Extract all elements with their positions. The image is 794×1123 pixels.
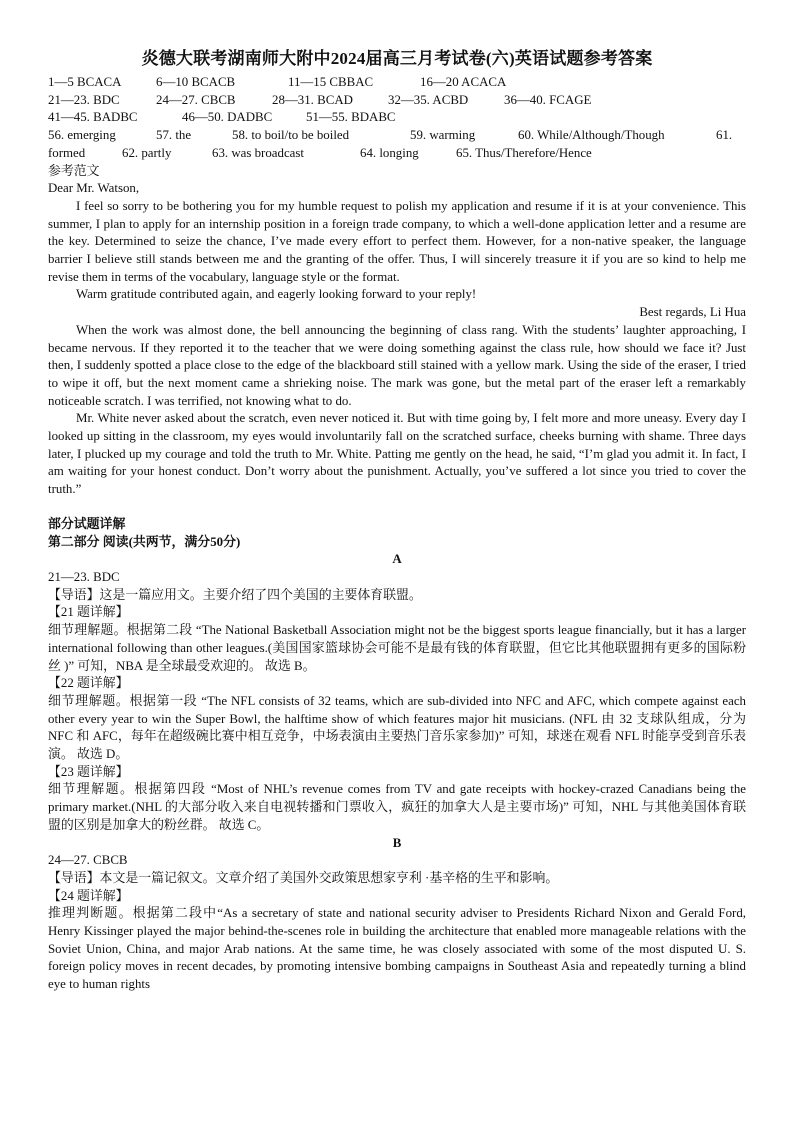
answer-item: 16—20 ACACA bbox=[420, 75, 507, 89]
answer-item: 28—31. BCAD bbox=[272, 92, 353, 107]
question-label: 【21 题详解】 bbox=[48, 605, 129, 620]
answer-row-2 bbox=[48, 92, 746, 110]
answer-item: 46—50. DADBC bbox=[182, 110, 273, 125]
answer-item: 6—10 BCACB bbox=[156, 75, 236, 89]
answer-item: 58. to boil/to be boiled bbox=[232, 128, 350, 143]
part-heading: 第二部分 阅读(共两节，满分50分) bbox=[48, 534, 241, 549]
answer-row-3 bbox=[48, 109, 746, 127]
section-letter: B bbox=[392, 835, 402, 850]
answer-item: 32—35. ACBD bbox=[388, 92, 469, 107]
story-paragraph: When the work was almost done, the bell announcing the beginning of class rang. With the students’ laughter approaching, I became nervous. If they reported it to the teacher that we were doing something against the class rule, how should we face it? Just then, I suddenly spotted a place close to the edge of the blackboard still stained with a yellow mark. Using the side of the eraser, I tried to wipe it off, but the next moment came a shrieking noise. The mark was gone, but the metal part of the eraser left a remarkably noticeable scratch. I was terrified, not knowing what to do. bbox=[48, 322, 746, 408]
answer-item: 51—55. BDABC bbox=[306, 110, 396, 125]
section-answers: 24—27. CBCB bbox=[48, 853, 128, 868]
question-label: 【23 题详解】 bbox=[48, 764, 129, 779]
answer-item: 41—45. BADBC bbox=[48, 110, 138, 125]
answer-item: 24—27. CBCB bbox=[156, 92, 236, 107]
question-label: 【22 题详解】 bbox=[48, 676, 129, 691]
answer-item: 57. the bbox=[156, 128, 192, 143]
answer-row-4 bbox=[48, 127, 746, 145]
story-paragraph: Mr. White never asked about the scratch, even never noticed it. But with time going by, I felt more and more uneasy. Every day I looked up sitting in the classroom, my eyes would involuntarily fall on the scratched surface, cheeks burning with shame. Three days later, I plucked up my courage and told the truth to Mr. White. Patting me gently on the head, he said, “I’m glad you admit it. In fact, I am waiting for your honest conduct. Don’t worry about the punishment. Actually, you’ve suffered a lot since you tried to cover the truth.” bbox=[48, 411, 746, 497]
question-explanation: 细节理解题。根据第一段 “The NFL consists of 32 teams, which are sub-divided into NFC and AFC, which compete against each other every year to win the Super Bowl, the halftime show of which features major hit musicians. (NFL 由 32 支球队组成，分为 NFC 和 AFC，每年在超级碗比赛中相互竞争，中场表演由主要热门音乐家参加)” 可知，球迷在观看 NFL 时能享受到音乐表演。 故选 D。 bbox=[48, 693, 746, 762]
letter-paragraph: Warm gratitude contributed again, and eagerly looking forward to your reply! bbox=[76, 287, 477, 302]
letter-paragraph: I feel so sorry to be bothering you for my humble request to polish my application and resume if it is at your convenience. This summer, I plan to apply for an internship position in a foreign trade company, to which a well-done application letter and a resume are the key. Determined to seize the chance, I’ve made every effort to perfect them. However, for a non-native speaker, the language barrier I believe still stands between me and the granting of the offer. Thus, I will sincerely treasure it if you are so kind to help me revise them in terms of the vocabulary, language style or the format. bbox=[48, 198, 746, 284]
answer-item: 63. was broadcast bbox=[212, 145, 304, 160]
question-explanation: 细节理解题。根据第四段 “Most of NHL’s revenue comes from TV and gate receipts with hockey-crazed Canadians being the primary market.(NHL 的大部分收入来自电视转播和门票收入，疯狂的加拿大人是主要市场)” 可知，NHL 与其他美国体育联盟的区别是加拿大的粉丝群。 故选 C。 bbox=[48, 782, 746, 832]
answer-item: 36—40. FCAGE bbox=[504, 92, 592, 107]
question-label: 【24 题详解】 bbox=[48, 888, 129, 903]
answer-item: formed bbox=[48, 145, 86, 160]
letter-salutation: Dear Mr. Watson, bbox=[48, 181, 140, 196]
question-explanation: 推理判断题。根据第二段中“As a secretary of state and national security adviser to Presidents Richard Nixon and Gerald Ford, Henry Kissinger played the major behind-the-scenes role in building the architecture that enabled more manageable relations with the Soviet Union, China, and major Arab nations. At the same time, he was closely associated with some of the most disputed U. S. foreign policy moves in recent decades, by promoting intensive bombing campaigns in Southeast Asia and repeatedly turning a blind eye to human rights bbox=[48, 906, 746, 992]
letter-signoff: Best regards, Li Hua bbox=[639, 305, 746, 320]
answer-item: 61. bbox=[716, 128, 733, 143]
answer-item: 1—5 BCACA bbox=[48, 75, 122, 89]
question-explanation: 细节理解题。根据第二段 “The National Basketball Association might not be the biggest sports league financially, but it has a larger international following than other leagues.(美国国家篮球协会可能不是最有钱的体育联盟，但它比其他联盟拥有更多的国际粉丝 )” 可知，NBA 是全球最受欢迎的。 故选 B。 bbox=[48, 623, 746, 673]
answer-item: 64. longing bbox=[360, 145, 419, 160]
answer-row-5 bbox=[48, 145, 746, 163]
answer-item: 60. While/Although/Though bbox=[518, 128, 665, 143]
answer-item: 65. Thus/Therefore/Hence bbox=[456, 145, 592, 160]
answer-item: 11—15 CBBAC bbox=[288, 75, 374, 89]
answer-item: 21—23. BDC bbox=[48, 92, 120, 107]
section-intro: 【导语】这是一篇应用文。主要介绍了四个美国的主要体育联盟。 bbox=[48, 587, 422, 602]
essay-heading: 参考范文 bbox=[48, 163, 100, 178]
document-title: 炎德大联考湖南师大附中2024届高三月考试卷(六)英语试题参考答案 bbox=[141, 49, 653, 68]
section-intro: 【导语】本文是一篇记叙文。文章介绍了美国外交政策思想家亨利 ·基辛格的生平和影响。 bbox=[48, 870, 559, 885]
answer-item: 56. emerging bbox=[48, 128, 116, 143]
section-letter: A bbox=[392, 552, 402, 567]
answer-item: 62. partly bbox=[122, 145, 172, 160]
section-answers: 21—23. BDC bbox=[48, 569, 120, 584]
answer-item: 59. warming bbox=[410, 128, 476, 143]
details-heading: 部分试题详解 bbox=[48, 516, 126, 531]
answer-row-1 bbox=[48, 74, 746, 92]
